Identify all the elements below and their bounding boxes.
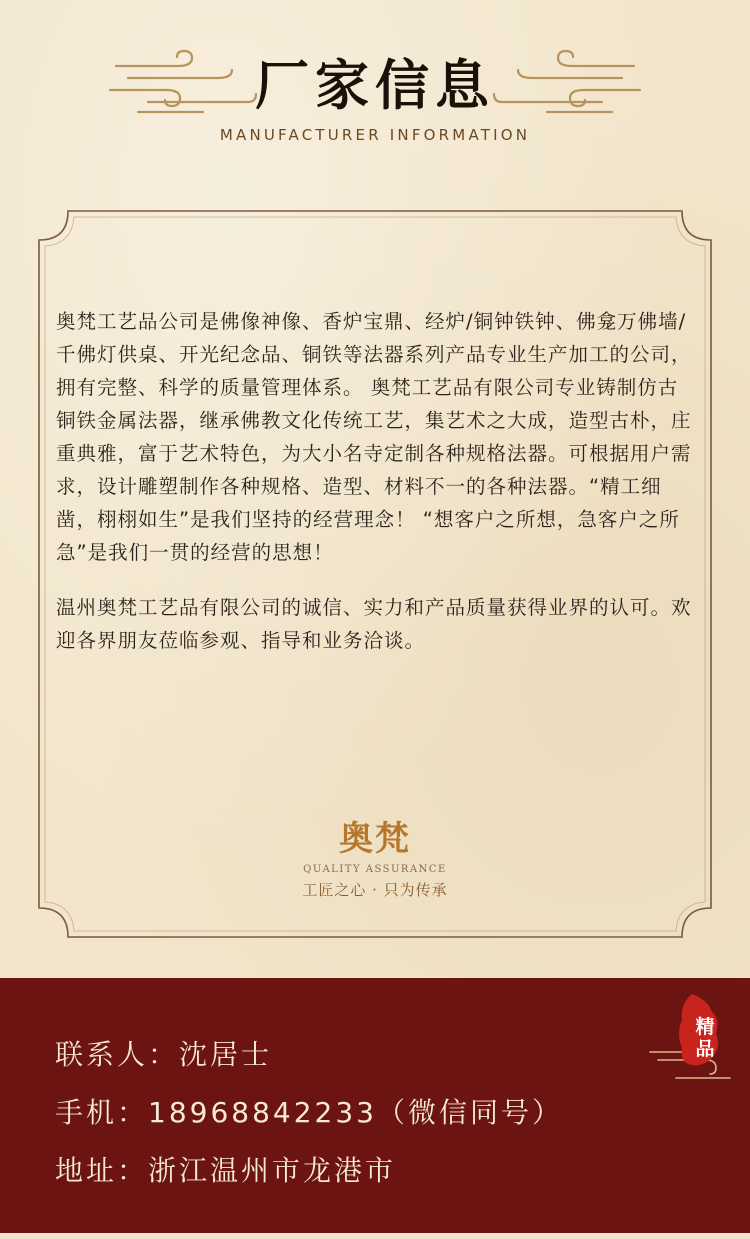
- intro-content: [56, 305, 696, 679]
- contact-panel: [0, 978, 750, 1233]
- contact-phone: 手机：18968842233（微信同号）: [55, 1096, 563, 1129]
- page-subtitle: MANUFACTURER INFORMATION: [219, 126, 531, 144]
- header: [0, 50, 750, 144]
- seal-text: 精品: [695, 1016, 715, 1060]
- bottom-strip: [0, 1233, 750, 1239]
- brand-logo-text: 奥梵: [339, 819, 411, 859]
- intro-paragraph-1: 奥梵工艺品公司是佛像神像、香炉宝鼎、经炉/铜钟铁钟、佛龛万佛墙/千佛灯供桌、开光纪念品、铜铁等法器系列产品专业生产加工的公司，拥有完整、科学的质量管理体系。 奥梵工艺品有限公司专业铸制仿古铜铁金属法器，继承佛教文化传统工艺，集艺术之大成，造型古朴，庄重典雅，富于艺术特色，为大小名寺定制各种规格法器。可根据用户需求，设计雕塑制作各种规格、造型、材料不一的各种法器。“精工细凿，栩栩如生”是我们坚持的经营理念！ “想客户之所想，急客户之所急”是我们一贯的经营的思想！: [56, 310, 692, 564]
- intro-paragraph-2: 温州奥梵工艺品有限公司的诚信、实力和产品质量获得业界的认可。欢迎各界朋友莅临参观、指导和业务洽谈。: [56, 596, 692, 652]
- contact-person: 联系人：沈居士: [55, 1038, 273, 1071]
- brand-tagline: QUALITY ASSURANCE: [303, 864, 447, 875]
- contact-address: 地址：浙江温州市龙港市: [55, 1154, 397, 1187]
- seal-ornament: [646, 990, 736, 1090]
- brand-block: [0, 818, 750, 900]
- page-title: 厂家信息: [255, 53, 495, 117]
- brand-slogan: 工匠之心 · 只为传承: [302, 881, 448, 899]
